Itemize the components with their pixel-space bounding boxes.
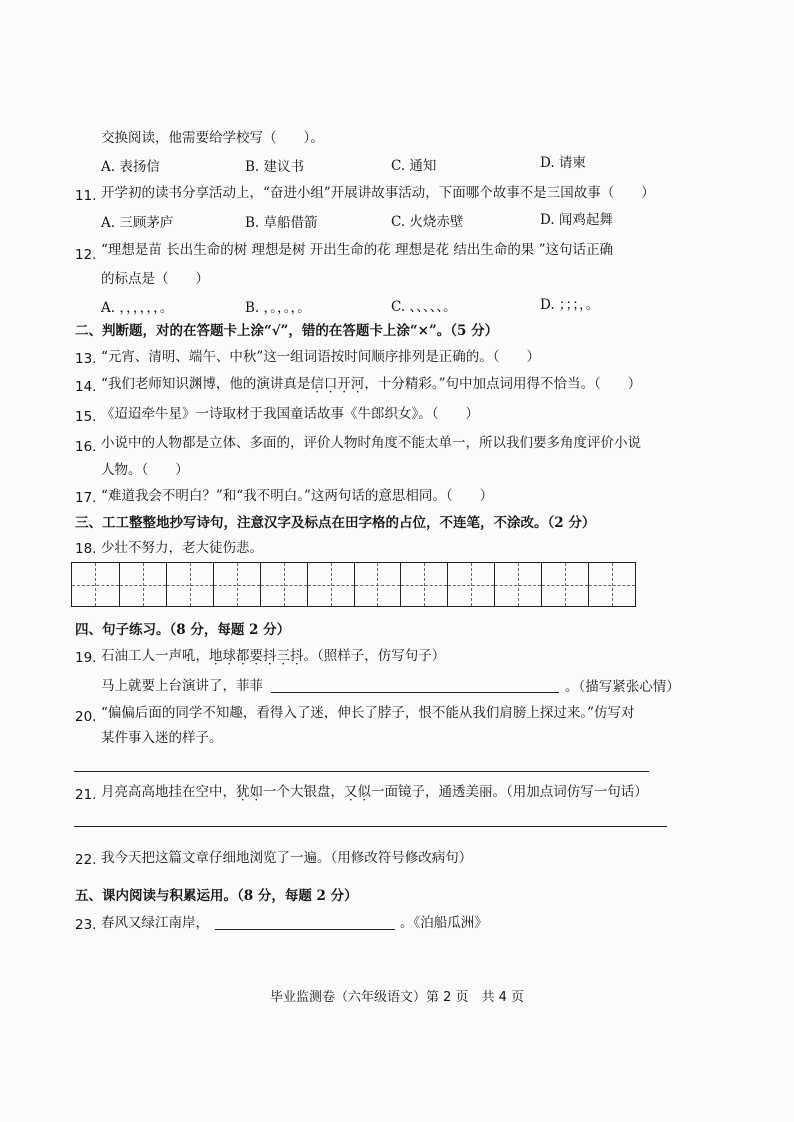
q20-text-line2: 某件事入迷的样子。 xyxy=(101,730,223,746)
page-footer: 毕业监测卷（六年级语文）第 2 页 共 4 页 xyxy=(269,990,525,1005)
q16-text: 小说中的人物都是立体、多面的，评价人物时角度不能太单一，所以我们要多角度评价小说 xyxy=(101,435,641,451)
q13-text: “元宵、清明、端午、中秋”这一组词语按时间顺序排列是正确的。（ ） xyxy=(101,349,541,365)
q21-text-post: 一面镜子，通透美丽。（用加点词仿写一句话） xyxy=(371,784,648,800)
section-4-heading: 四、句子练习。（8 分，每题 2 分） xyxy=(75,622,291,638)
q23-number: 23. xyxy=(75,917,97,933)
q10-continuation: 交换阅读，他需要给学校写（ ）。 xyxy=(101,130,324,146)
q14-text xyxy=(101,375,641,393)
q20-text: “偏偏后面的同学不知趣，看得入了迷，伸长了脖子，恨不能从我们肩膀上探过来。”仿写对 xyxy=(101,705,635,721)
q10-option-c[interactable]: C. 通知 xyxy=(391,158,437,174)
q17-number: 17. xyxy=(75,490,97,506)
section-3-heading: 三、工工整整地抄写诗句，注意汉字及标点在田字格的占位，不连笔，不涂改。（2 分） xyxy=(75,515,596,531)
q21-text-pre: 月亮高高地挂在空中， xyxy=(101,784,236,800)
q11-option-d[interactable]: D. 闻鸡起舞 xyxy=(540,212,613,228)
q19-line2-pre: 马上就要上台演讲了，菲菲 xyxy=(101,678,263,694)
q12-option-b[interactable]: B. ，。，。，。 xyxy=(245,300,311,316)
q19-answer-blank[interactable] xyxy=(271,691,559,693)
q23-text-post: 。《泊船瓜洲》 xyxy=(400,915,488,931)
q11-option-c[interactable]: C. 火烧赤壁 xyxy=(391,214,464,230)
grid-cell[interactable] xyxy=(260,563,307,606)
q12-option-c[interactable]: C. 、、、、、。 xyxy=(391,299,457,315)
q16-text-line2: 人物。（ ） xyxy=(101,462,189,478)
q19-text-pre: 石油工人一声吼， xyxy=(101,648,209,664)
grid-cell[interactable] xyxy=(119,563,166,606)
q13-number: 13. xyxy=(75,351,97,367)
q12-text-line2: 的标点是（ ） xyxy=(101,271,209,287)
q18-number: 18. xyxy=(75,541,97,557)
q11-option-a[interactable]: A. 三顾茅庐 xyxy=(101,215,174,231)
grid-cell[interactable] xyxy=(72,563,119,606)
tianzige-writing-grid[interactable] xyxy=(71,562,636,607)
q12-number: 12. xyxy=(75,247,97,263)
q14-dotted-word: 信口开河 xyxy=(310,376,365,392)
q21-dotted-word-2: 又似 xyxy=(344,784,371,800)
q12-option-d[interactable]: D. ；；；，。 xyxy=(540,297,600,313)
q11-option-b[interactable]: B. 草船借箭 xyxy=(245,215,318,231)
q10-option-a[interactable]: A. 表扬信 xyxy=(101,159,160,175)
q15-number: 15. xyxy=(75,409,97,425)
q12-option-a[interactable]: A. ，，，，，，。 xyxy=(101,300,174,316)
q21-text-mid: 一个大银盘， xyxy=(263,784,344,800)
q10-option-b[interactable]: B. 建议书 xyxy=(245,159,305,175)
q14-text-pre: “我们老师知识渊博，他的演讲真是 xyxy=(101,376,311,392)
grid-cell[interactable] xyxy=(541,563,588,606)
q11-text: 开学初的读书分享活动上，“奋进小组”开展讲故事活动，下面哪个故事不是三国故事（ ） xyxy=(101,185,655,201)
q21-dotted-word-1: 犹如 xyxy=(236,784,263,800)
q20-answer-line[interactable] xyxy=(74,771,649,772)
q22-text: 我今天把这篇文章仔细地浏览了一遍。（用修改符号修改病句） xyxy=(101,850,473,866)
grid-cell[interactable] xyxy=(213,563,260,606)
q23-answer-blank[interactable] xyxy=(215,928,395,930)
grid-cell[interactable] xyxy=(588,563,635,606)
q22-number: 22. xyxy=(75,852,97,868)
grid-cell[interactable] xyxy=(166,563,213,606)
q17-text: “难道我会不明白？”和“我不明白。”这两句话的意思相同。（ ） xyxy=(101,488,494,504)
section-5-heading: 五、课内阅读与积累运用。（8 分，每题 2 分） xyxy=(75,888,358,904)
q19-line2-post: 。（描写紧张心情） xyxy=(565,679,680,695)
q19-dotted-phrase: 地球都要抖三抖 xyxy=(209,648,304,664)
q21-text xyxy=(101,783,648,801)
q14-text-post: ，十分精彩。”句中加点词用得不恰当。（ ） xyxy=(364,376,642,392)
q19-text xyxy=(101,647,445,665)
q18-poem: 少壮不努力，老大徒伤悲。 xyxy=(101,540,263,556)
section-2-heading: 二、判断题，对的在答题卡上涂“√”，错的在答题卡上涂“×”。（5 分） xyxy=(75,323,499,339)
q10-option-d[interactable]: D. 请柬 xyxy=(540,155,586,171)
q16-number: 16. xyxy=(75,439,97,455)
q20-number: 20. xyxy=(75,709,97,725)
q21-answer-line[interactable] xyxy=(74,826,667,827)
q19-text-post: 。（照样子，仿写句子） xyxy=(303,648,446,664)
q14-number: 14. xyxy=(75,379,97,395)
q11-number: 11. xyxy=(75,188,97,204)
q23-text-pre: 春风又绿江南岸， xyxy=(101,915,209,931)
q15-text: 《迢迢牵牛星》一诗取材于我国童话故事《牛郎织女》。（ ） xyxy=(101,406,479,422)
grid-cell[interactable] xyxy=(447,563,494,606)
q12-text: “理想是苗 长出生命的树 理想是树 开出生命的花 理想是花 结出生命的果 ”这句话正确 xyxy=(101,242,614,258)
grid-cell[interactable] xyxy=(307,563,354,606)
grid-cell[interactable] xyxy=(354,563,401,606)
q19-number: 19. xyxy=(75,650,97,666)
grid-cell[interactable] xyxy=(494,563,541,606)
q21-number: 21. xyxy=(75,787,97,803)
grid-cell[interactable] xyxy=(400,563,447,606)
